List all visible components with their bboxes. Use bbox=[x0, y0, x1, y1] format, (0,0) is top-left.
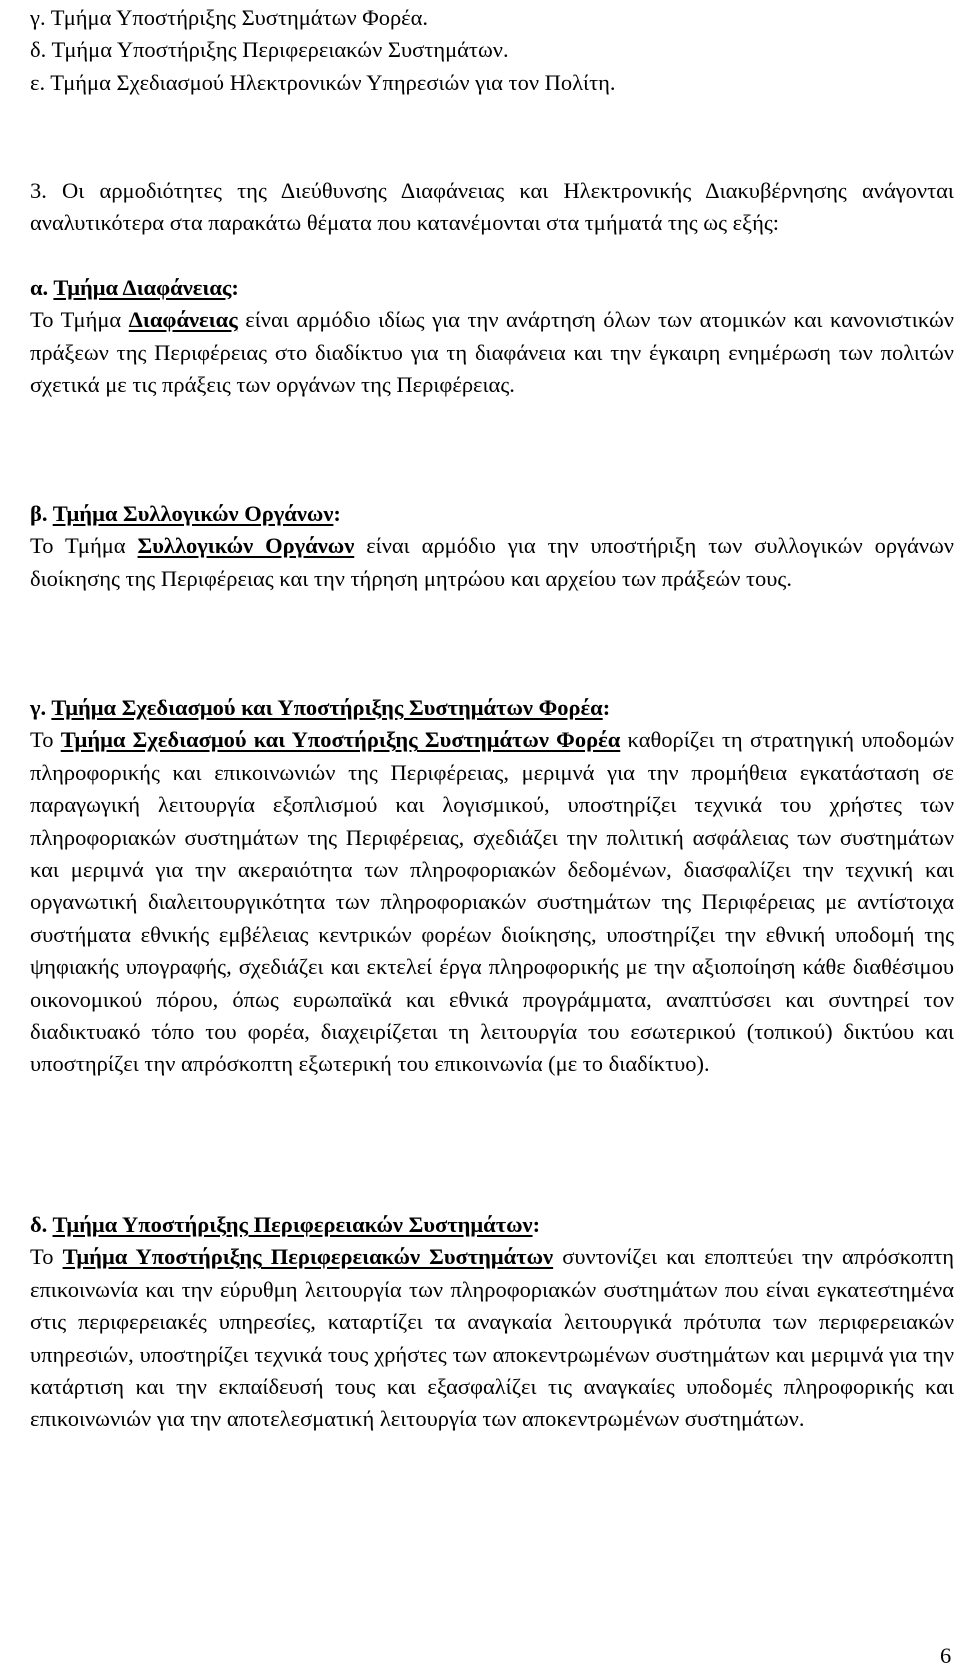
section-body-emphasis: Διαφάνειας bbox=[128, 307, 238, 333]
section-heading bbox=[30, 1209, 954, 1241]
section-body-prefix: Το bbox=[30, 1244, 63, 1270]
page-number: 6 bbox=[940, 1643, 952, 1668]
section-body-text: είναι αρμόδιο για την υποστήριξη των συλλογικών οργάνων διοίκησης της Περιφέρειας και την τήρηση μητρώου και αρχείου των πράξεών τους. bbox=[30, 533, 954, 591]
section-body-text: συντονίζει και εποπτεύει την απρόσκοπτη επικοινωνία και την εύρυθμη λειτουργία των πληροφοριακών συστημάτων που είναι εγκατεστημένα στις περιφερειακές υπηρεσίες, καταρτίζει τα αναγκαία λειτουργικά πρότυπα των περιφερειακών υπηρεσιών, υποστηρίζει τεχνικά τους χρήστες των αποκεντρωμένων συστημάτων και μεριμνά για την κατάρτιση και την εκπαίδευσή τους και εξασφαλίζει τις αναγκαίες υποδομές πληροφορικής και επικοινωνιών για την αποτελεσματική λειτουργία των αποκεντρωμένων συστημάτων. bbox=[30, 1244, 955, 1432]
section-heading-prefix: γ. bbox=[30, 695, 47, 720]
section-heading-suffix: : bbox=[602, 695, 611, 720]
list-item: ε. Τμήμα Σχεδιασμού Ηλεκτρονικών Υπηρεσιών για τον Πολίτη. bbox=[30, 69, 616, 95]
section-heading-title: Τμήμα Διαφάνειας bbox=[53, 275, 232, 300]
section-heading-title: Τμήμα Συλλογικών Οργάνων bbox=[52, 501, 334, 526]
section-heading bbox=[30, 692, 954, 724]
section-body-prefix: Το Τμήμα bbox=[30, 533, 138, 559]
section-heading bbox=[30, 272, 954, 304]
section-heading-suffix: : bbox=[333, 501, 341, 526]
section-body-emphasis: Συλλογικών Οργάνων bbox=[137, 533, 355, 559]
list-item: γ. Τμήμα Υποστήριξης Συστημάτων Φορέα. bbox=[30, 5, 429, 30]
section-body-prefix: Το bbox=[30, 727, 61, 753]
section-heading-suffix: : bbox=[532, 1212, 541, 1237]
department-list bbox=[30, 2, 954, 99]
section-body-emphasis: Τμήμα Σχεδιασμού και Υποστήριξης Συστημάτων Φορέα bbox=[60, 727, 621, 753]
section-heading-title: Τμήμα Υποστήριξης Περιφερειακών Συστημάτων bbox=[52, 1212, 533, 1237]
section-body-emphasis: Τμήμα Υποστήριξης Περιφερειακών Συστημάτων bbox=[62, 1244, 554, 1270]
section-body bbox=[30, 1241, 954, 1435]
section-c bbox=[30, 692, 954, 1081]
section-a bbox=[30, 272, 954, 402]
section-heading-title: Τμήμα Σχεδιασμού και Υποστήριξης Συστημάτων Φορέα bbox=[51, 695, 603, 720]
section-body-text: είναι αρμόδιο ιδίως για την ανάρτηση όλων των ατομικών και κανονιστικών πράξεων της Περιφέρειας στο διαδίκτυο για τη διαφάνεια και την έγκαιρη ενημέρωση των πολιτών σχετικά με τις πράξεις των οργάνων της Περιφέρειας. bbox=[30, 307, 954, 398]
section-body bbox=[30, 304, 954, 401]
section-body-text: καθορίζει τη στρατηγική υποδομών πληροφορικής και επικοινωνιών της Περιφέρειας, μεριμνά για την προμήθεια εγκατάσταση σε παραγωγική λειτουργία εξοπλισμού και λογισμικού, υποστηρίζει τεχνικά του χρήστες των πληροφοριακών συστημάτων της Περιφέρειας, σχεδιάζει την πολιτική ασφάλειας των συστημάτων και μεριμνά για την ακεραιότητα των πληροφοριακών δεδομένων, διασφαλίζει την τεχνική και οργανωτική διαλειτουργικότητα των πληροφοριακών συστημάτων της Περιφέρειας με αντίστοιχα συστήματα εθνικής εμβέλειας κεντρικών φορέων διοίκησης, υποστηρίζει την εθνική υποδομή της ψηφιακής υπογραφής, σχεδιάζει και εκτελεί έργα πληροφορικής με την αξιοποίηση κάθε διαθέσιμου οικονομικού πόρου, όπως ευρωπαϊκά και εθνικά προγράμματα, αναπτύσσει και συντηρεί τον διαδικτυακό τόπο του φορέα, διαχειρίζεται τη λειτουργία του εσωτερικού (τοπικού) δικτύου και υποστηρίζει την απρόσκοπτη εξωτερική του επικοινωνία (με το διαδίκτυο). bbox=[30, 727, 954, 1077]
section-b bbox=[30, 498, 954, 595]
intro-paragraph: 3. Οι αρμοδιότητες της Διεύθυνσης Διαφάνειας και Ηλεκτρονικής Διακυβέρνησης ανάγονται αναλυτικότερα στα παρακάτω θέματα που κατανέμονται στα τμήματά της ως εξής: bbox=[30, 178, 954, 236]
intro-section bbox=[30, 175, 954, 240]
section-heading-prefix: β. bbox=[30, 501, 48, 526]
list-item: δ. Τμήμα Υποστήριξης Περιφερειακών Συστημάτων. bbox=[30, 37, 509, 63]
section-body-prefix: Το Τμήμα bbox=[30, 307, 129, 333]
section-heading-prefix: α. bbox=[30, 275, 49, 300]
section-body bbox=[30, 724, 954, 1080]
section-heading bbox=[30, 498, 954, 530]
section-heading-prefix: δ. bbox=[30, 1212, 48, 1237]
section-d bbox=[30, 1209, 954, 1436]
section-heading-suffix: : bbox=[231, 275, 239, 300]
section-body bbox=[30, 530, 954, 595]
